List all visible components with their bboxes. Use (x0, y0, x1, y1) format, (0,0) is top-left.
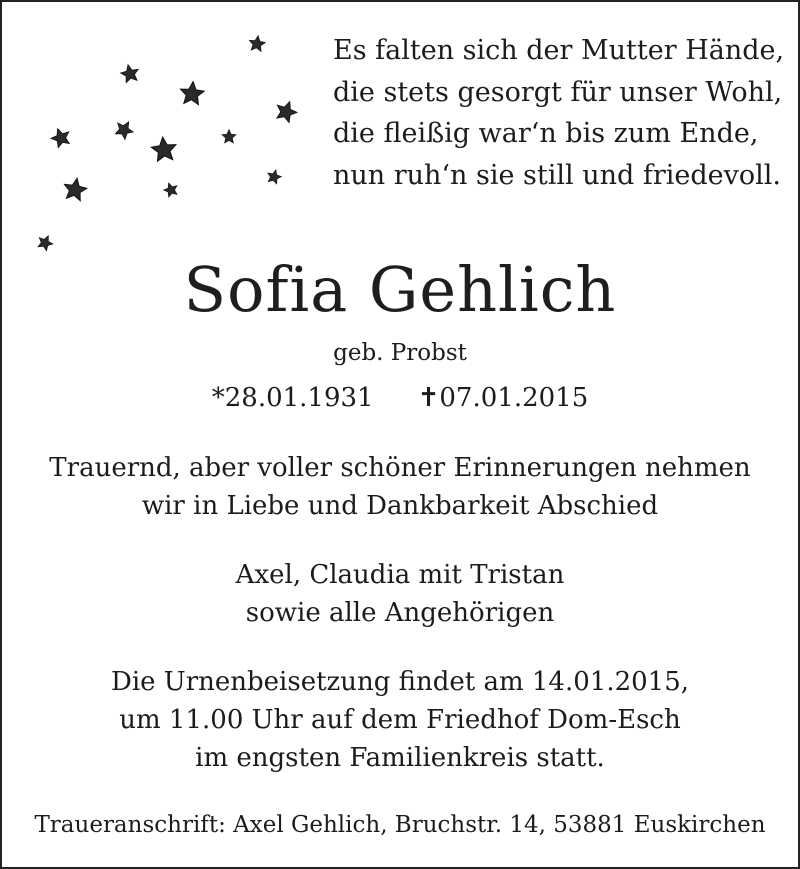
verse-line: Es falten sich der Mutter Hände, (333, 35, 785, 66)
poem-verse (333, 30, 783, 196)
star-icon (112, 117, 136, 141)
star-icon (273, 98, 299, 124)
mourning-text (2, 449, 798, 525)
star-icon (179, 81, 205, 106)
life-dates (2, 380, 798, 416)
relatives-line: sowie alle Angehörigen (245, 598, 555, 628)
relatives-list (2, 556, 798, 632)
burial-info (2, 663, 798, 777)
burial-line: um 11.00 Uhr auf dem Friedhof Dom-Esch (119, 705, 681, 735)
burial-line: Die Urnenbeisetzung findet am 14.01.2015, (110, 667, 690, 697)
birth-date: *28.01.1931 (211, 383, 374, 413)
star-icon (119, 63, 140, 84)
stars-decoration (2, 2, 322, 272)
star-icon (150, 136, 177, 162)
deceased-name: Sofia Gehlich (183, 253, 617, 326)
relatives-line: Axel, Claudia mit Tristan (235, 560, 565, 590)
verse-line: die fleißig war‘n bis zum Ende, (333, 118, 759, 149)
maiden-name: geb. Probst (333, 340, 467, 366)
star-icon (266, 168, 283, 185)
verse-line: nun ruh‘n sie still und friedevoll. (333, 159, 782, 191)
star-icon (62, 176, 88, 201)
star-icon (248, 34, 266, 51)
star-icon (222, 130, 236, 144)
death-date: ✝07.01.2015 (417, 383, 589, 413)
star-icon (162, 181, 180, 198)
mourning-address: Traueranschrift: Axel Gehlich, Bruchstr. 14, 53881 Euskirchen (34, 812, 766, 838)
mourning-line: Trauernd, aber voller schöner Erinnerungen nehmen (49, 453, 751, 483)
mourning-line: wir in Liebe und Dankbarkeit Abschied (141, 491, 659, 521)
burial-line: im engsten Familienkreis statt. (195, 743, 605, 773)
star-icon (49, 125, 73, 149)
verse-line: die stets gesorgt für unser Wohl, (333, 76, 783, 108)
